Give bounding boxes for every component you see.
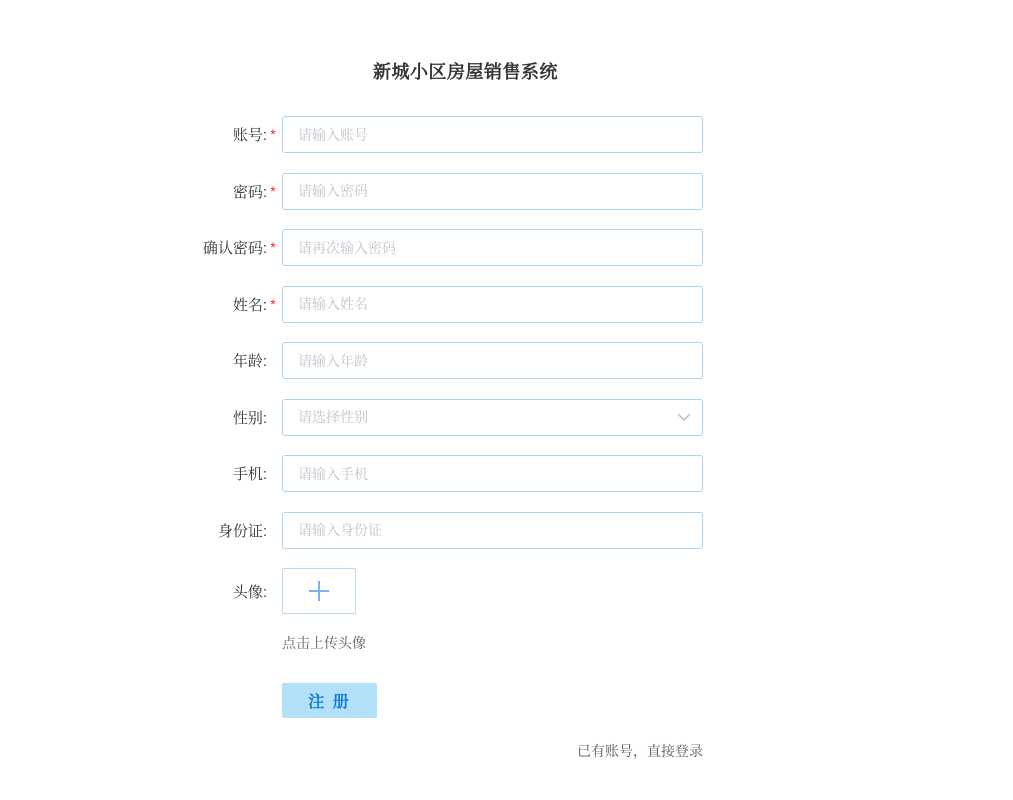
confirm-password-label: 确认密码:: [202, 240, 267, 257]
plus-icon: [306, 578, 332, 604]
form-row-password: [200, 173, 703, 210]
login-link[interactable]: 已有账号，直接登录: [577, 743, 703, 759]
form-row-avatar: [200, 568, 703, 614]
required-asterisk: *: [270, 182, 276, 199]
form-row-phone: [200, 455, 703, 492]
phone-input[interactable]: [282, 455, 703, 492]
register-form: [200, 116, 703, 761]
required-asterisk: *: [270, 295, 276, 312]
phone-label: 手机:: [232, 466, 267, 483]
login-row: [200, 741, 703, 761]
avatar-label: 头像:: [232, 583, 267, 601]
register-button[interactable]: 注 册: [282, 683, 377, 718]
age-label: 年龄:: [232, 353, 267, 370]
upload-tip: 点击上传头像: [282, 635, 366, 651]
password-label: 密码:: [232, 183, 267, 201]
gender-select-wrap: [282, 399, 703, 436]
avatar-upload-box[interactable]: [282, 568, 356, 614]
required-asterisk: *: [270, 239, 276, 255]
id-card-input[interactable]: [282, 512, 703, 549]
id-card-input-wrap: [282, 512, 703, 549]
gender-select[interactable]: [282, 399, 703, 436]
required-asterisk: *: [270, 126, 276, 142]
phone-input-wrap: [282, 455, 703, 492]
password-input[interactable]: [282, 173, 703, 210]
age-input-wrap: [282, 342, 703, 379]
name-input[interactable]: [282, 286, 703, 323]
form-row-confirm-password: [200, 229, 703, 266]
account-label: 账号:: [232, 127, 267, 144]
name-label: 姓名:: [232, 296, 267, 314]
form-row-gender: [200, 399, 703, 436]
password-input-wrap: [282, 173, 703, 210]
confirm-password-input[interactable]: [282, 229, 703, 266]
gender-label: 性别:: [232, 409, 267, 427]
account-input[interactable]: [282, 116, 703, 153]
account-input-wrap: [282, 116, 703, 153]
confirm-password-input-wrap: [282, 229, 703, 266]
form-row-id-card: [200, 512, 703, 549]
form-row-age: [200, 342, 703, 379]
form-row-account: [200, 116, 703, 153]
age-input[interactable]: [282, 342, 703, 379]
page-title: 新城小区房屋销售系统: [373, 62, 558, 82]
form-row-name: [200, 286, 703, 323]
name-input-wrap: [282, 286, 703, 323]
id-card-label: 身份证:: [217, 522, 267, 540]
